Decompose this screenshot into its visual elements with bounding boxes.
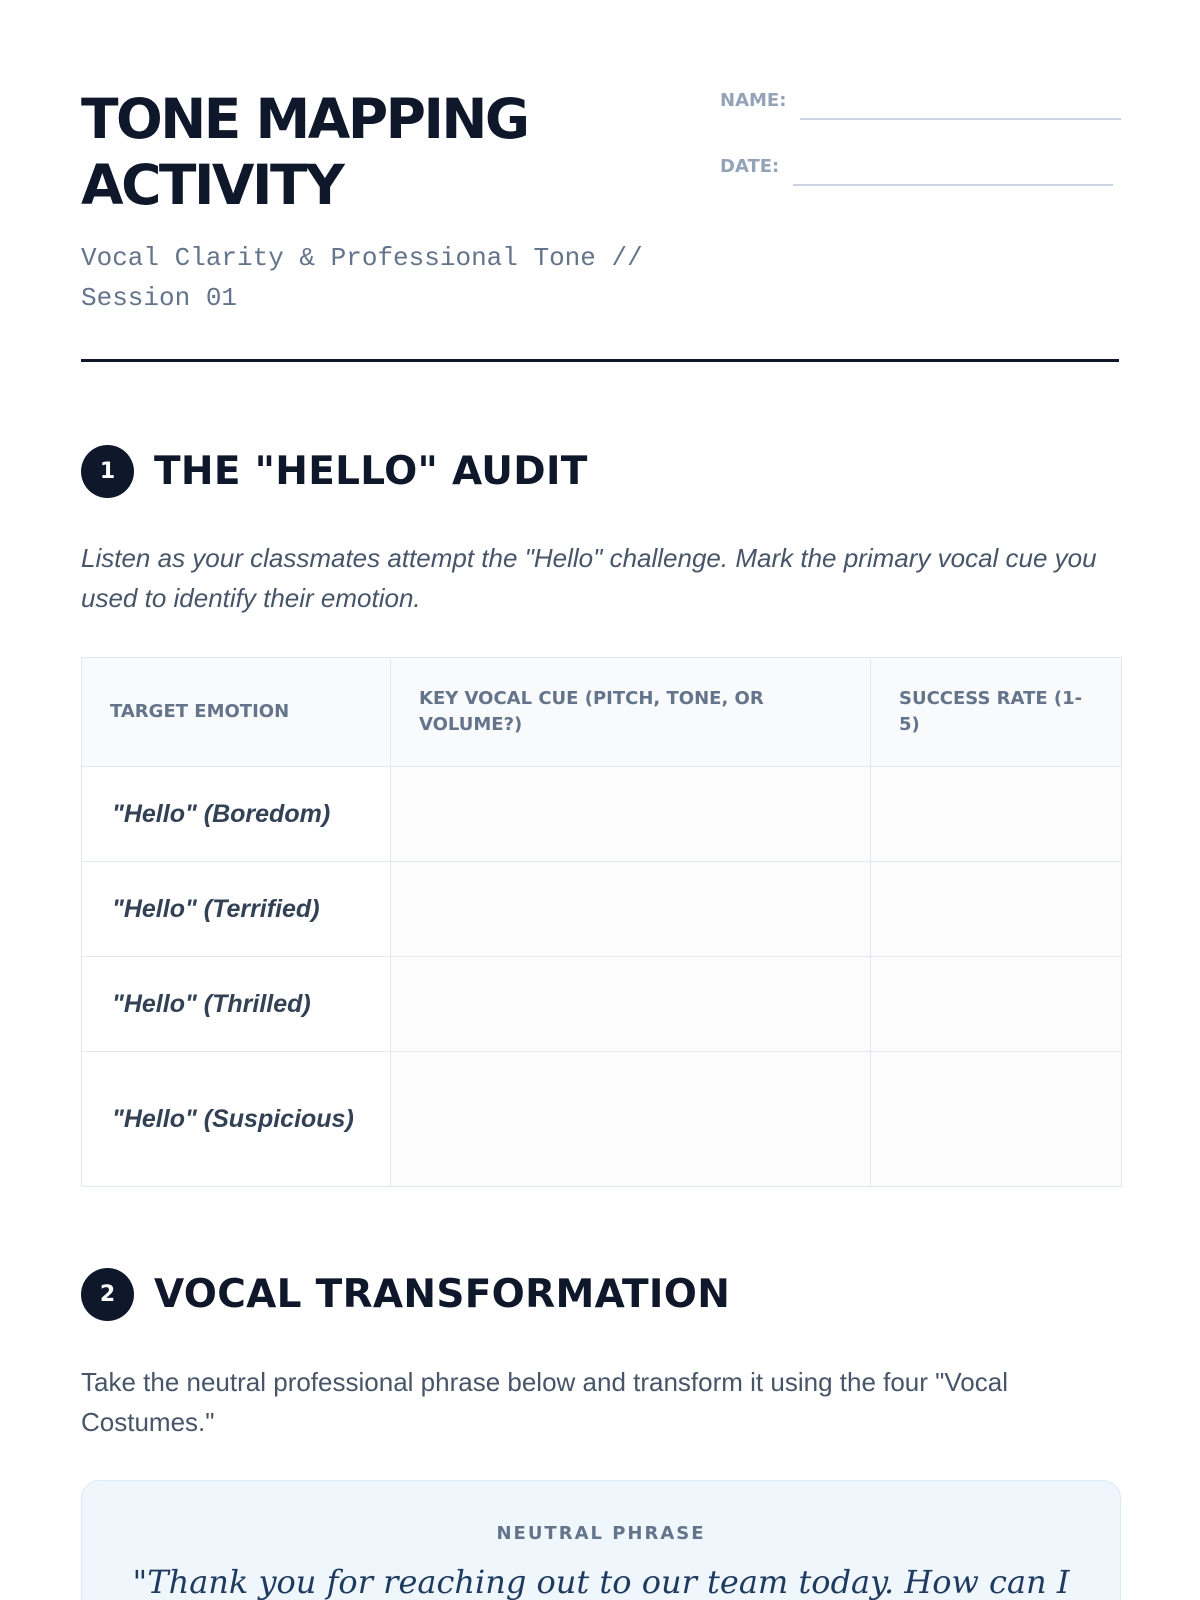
section-2-title: VOCAL TRANSFORMATION [154, 1272, 731, 1317]
section-1-number-badge: 1 [81, 445, 134, 498]
column-header-target-emotion: TARGET EMOTION [82, 658, 391, 767]
vocal-cue-cell[interactable] [391, 767, 871, 862]
vocal-cue-cell[interactable] [391, 957, 871, 1052]
neutral-phrase-label: NEUTRAL PHRASE [496, 1523, 706, 1544]
success-rate-cell[interactable] [871, 957, 1122, 1052]
date-field [720, 152, 1121, 186]
section-1-heading [81, 445, 588, 498]
table-row [82, 957, 1122, 1052]
date-input-line[interactable] [793, 152, 1113, 186]
emotion-cell: "Hello" (Thrilled) [82, 957, 391, 1052]
name-input-line[interactable] [800, 86, 1121, 120]
section-2-instructions: Take the neutral professional phrase below and transform it using the four "Vocal Costumes." [81, 1367, 1008, 1437]
table-row [82, 1052, 1122, 1187]
success-rate-cell[interactable] [871, 767, 1122, 862]
page-subtitle: Vocal Clarity & Professional Tone // Session 01 [81, 243, 643, 313]
page-title: TONE MAPPING ACTIVITY [81, 87, 528, 217]
section-2-number-badge: 2 [81, 1268, 134, 1321]
table-row [82, 767, 1122, 862]
date-label: DATE: [720, 156, 780, 177]
section-1-instructions: Listen as your classmates attempt the "Hello" challenge. Mark the primary vocal cue you used to identify their emotion. [81, 543, 1097, 613]
emotion-cell: "Hello" (Suspicious) [82, 1052, 391, 1187]
section-2-heading [81, 1268, 730, 1321]
worksheet-header [81, 86, 1119, 316]
neutral-phrase-box [81, 1480, 1121, 1600]
column-header-key-vocal-cue: KEY VOCAL CUE (PITCH, TONE, OR VOLUME?) [391, 658, 871, 767]
header-divider [81, 359, 1119, 362]
name-label: NAME: [720, 90, 787, 111]
vocal-cue-cell[interactable] [391, 1052, 871, 1187]
table-row [82, 862, 1122, 957]
hello-audit-table [81, 657, 1122, 1187]
emotion-cell: "Hello" (Boredom) [82, 767, 391, 862]
student-fields [720, 86, 1121, 218]
table-header-row [82, 658, 1122, 767]
success-rate-cell[interactable] [871, 862, 1122, 957]
name-field [720, 86, 1121, 120]
vocal-cue-cell[interactable] [391, 862, 871, 957]
neutral-phrase-text: "Thank you for reaching out to our team today. How can I [132, 1563, 1070, 1600]
section-1-title: THE "HELLO" AUDIT [154, 449, 588, 494]
column-header-success-rate: SUCCESS RATE (1-5) [871, 658, 1122, 767]
success-rate-cell[interactable] [871, 1052, 1122, 1187]
emotion-cell: "Hello" (Terrified) [82, 862, 391, 957]
